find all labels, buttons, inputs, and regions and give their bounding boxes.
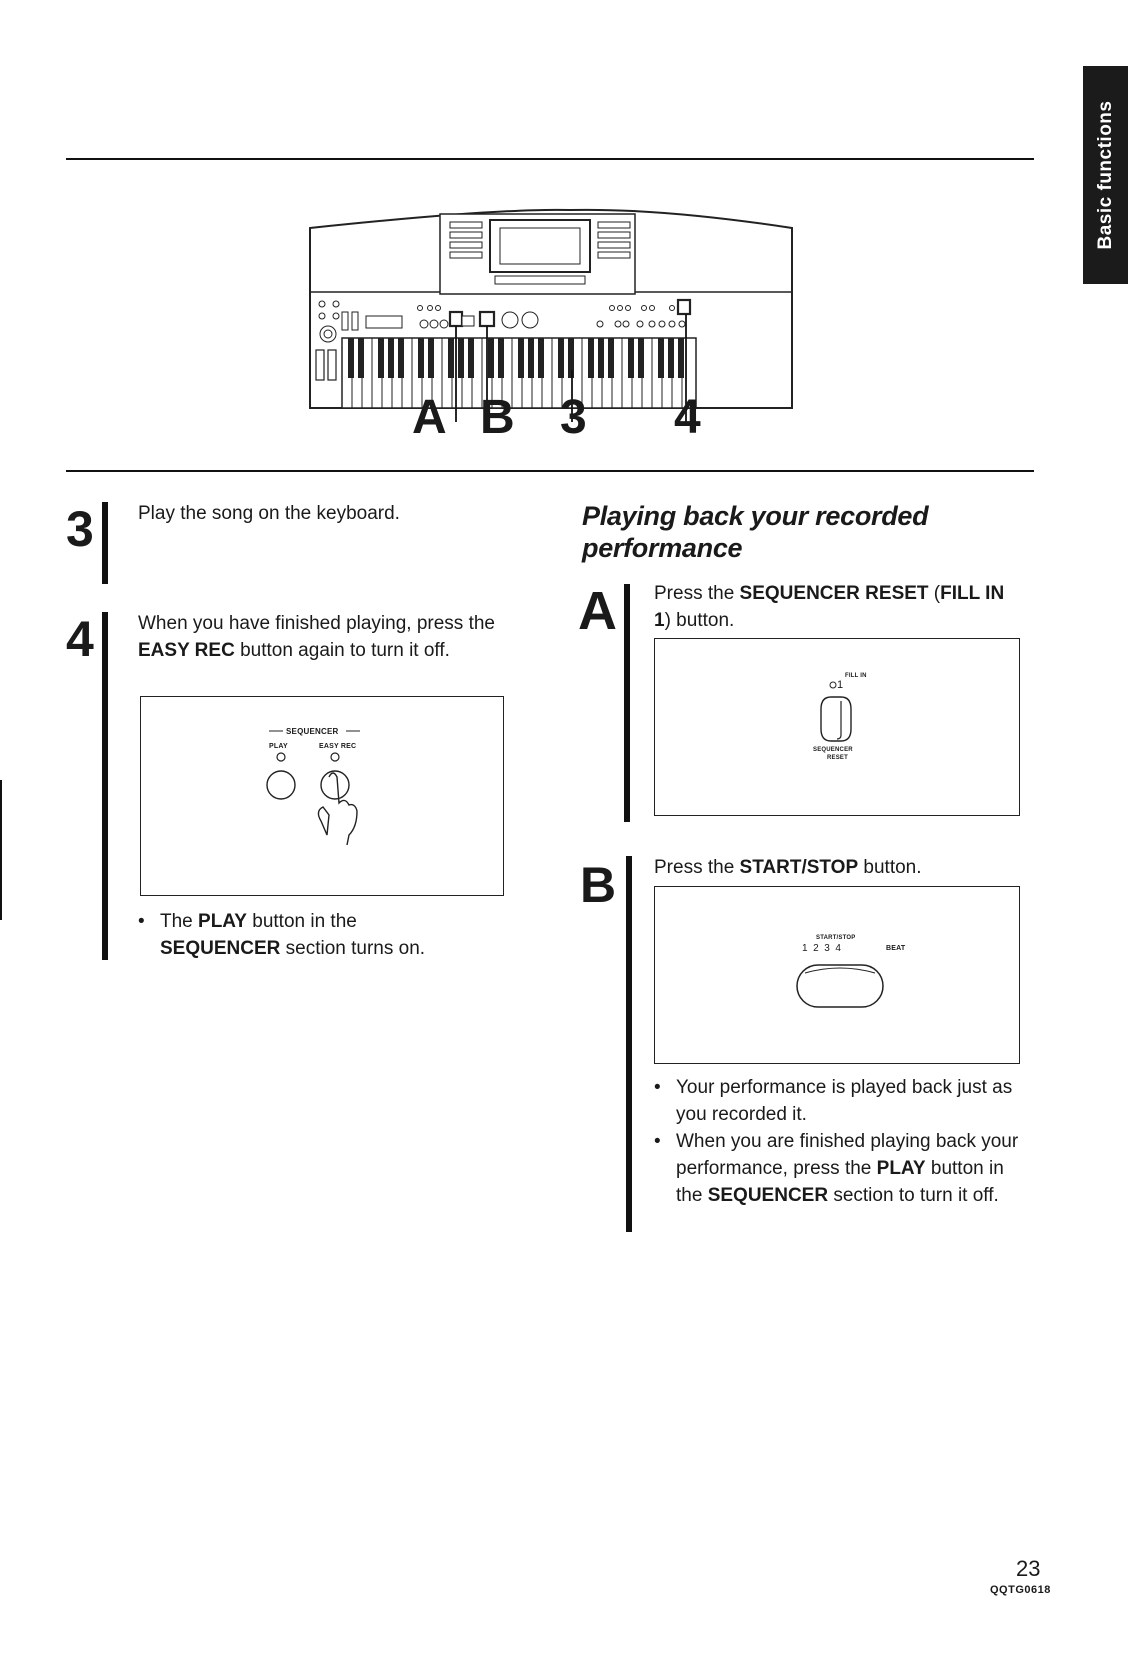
- start-stop-term: START/STOP: [739, 857, 859, 878]
- diagram-bottom-rule: [66, 470, 1034, 472]
- step-a-bar: [624, 584, 630, 822]
- reset-button-illustration: [655, 639, 1021, 817]
- diagram-label-b: B: [480, 391, 515, 444]
- step-a-pre: Press the: [654, 583, 740, 604]
- start-stop-panel-figure: [654, 886, 1020, 1064]
- step-4-text-post: button again to turn it off.: [234, 640, 450, 661]
- fill-in-number: 1: [837, 679, 844, 691]
- step-a-post: ) button.: [664, 610, 735, 631]
- sequencer-term-2: SEQUENCER: [707, 1185, 829, 1206]
- easy-rec-term: EASY REC: [138, 640, 235, 661]
- beat-label: BEAT: [886, 945, 906, 952]
- diagram-label-a: A: [412, 391, 447, 444]
- play-term: PLAY: [198, 911, 247, 932]
- sequencer-section-label: SEQUENCER: [286, 727, 339, 736]
- sequencer-term: SEQUENCER: [160, 938, 281, 959]
- bullet2-pre: When you are finished playing back your performance, press the: [676, 1131, 1019, 1179]
- bullet2-post: section to turn it off.: [828, 1185, 999, 1206]
- bullet-dot: •: [138, 911, 145, 932]
- bullet-mid: button in the: [246, 911, 357, 932]
- step-3-number: 3: [66, 501, 94, 557]
- start-stop-button-illustration: [655, 887, 1021, 1065]
- section-tab: [1083, 66, 1128, 284]
- reset-panel-figure: [654, 638, 1020, 816]
- step-4-text-pre: When you have finished playing, press the: [138, 613, 495, 634]
- diagram-label-4: 4: [674, 391, 701, 444]
- step-b-pre: Press the: [654, 857, 740, 878]
- section-tab-label: Basic functions: [1094, 100, 1116, 250]
- sequencer-reset-term: SEQUENCER RESET: [739, 583, 929, 604]
- page-number: 23: [1016, 1556, 1041, 1581]
- step-3-bar: [102, 502, 108, 584]
- bullet2-mid: button in the: [676, 1158, 1004, 1206]
- beat-numbers: 1 2 3 4: [802, 943, 841, 954]
- step-b-text: [654, 854, 1024, 881]
- step-b-bar: [626, 856, 632, 1232]
- step-4-bullet-text: [160, 908, 490, 962]
- step-a-text: [654, 580, 1024, 634]
- step-3-text: Play the song on the keyboard.: [138, 503, 400, 524]
- play-label: PLAY: [269, 743, 288, 750]
- sequencer-buttons-illustration: [141, 697, 505, 897]
- bullet-dot: •: [654, 1077, 661, 1098]
- sequencer-panel-figure: [140, 696, 504, 896]
- step-a-mid: (: [928, 583, 941, 604]
- playback-heading: Playing back your recorded performance: [582, 501, 929, 563]
- step-b-bullet-2-text: [676, 1128, 1021, 1209]
- fill-in-term: FILL IN 1: [654, 583, 1005, 631]
- step-4-text: [138, 610, 508, 664]
- keyboard-illustration: [300, 200, 800, 470]
- diagram-label-3: 3: [560, 391, 587, 444]
- sequencer-reset-label-1: SEQUENCER: [813, 747, 853, 753]
- step-b-bullet-1-text: Your performance is played back just as you recorded it.: [676, 1077, 1013, 1125]
- margin-mark: [0, 780, 2, 920]
- play-term-2: PLAY: [876, 1158, 926, 1179]
- bullet-post: section turns on.: [280, 938, 426, 959]
- fill-in-label: FILL IN: [845, 673, 867, 679]
- keyboard-diagram: [300, 200, 800, 470]
- document-code: QQTG0618: [990, 1584, 1051, 1596]
- step-4-bar: [102, 612, 108, 960]
- step-b-post: button.: [858, 857, 922, 878]
- step-b-letter: B: [580, 857, 617, 913]
- bullet-pre: The: [160, 911, 199, 932]
- top-rule: [66, 158, 1034, 160]
- bullet-dot: •: [654, 1131, 661, 1152]
- start-stop-label: START/STOP: [816, 935, 856, 941]
- step-4-number: 4: [66, 611, 94, 667]
- step-a-letter: A: [578, 581, 617, 641]
- sequencer-reset-label-2: RESET: [827, 755, 849, 761]
- easy-rec-label: EASY REC: [319, 743, 357, 750]
